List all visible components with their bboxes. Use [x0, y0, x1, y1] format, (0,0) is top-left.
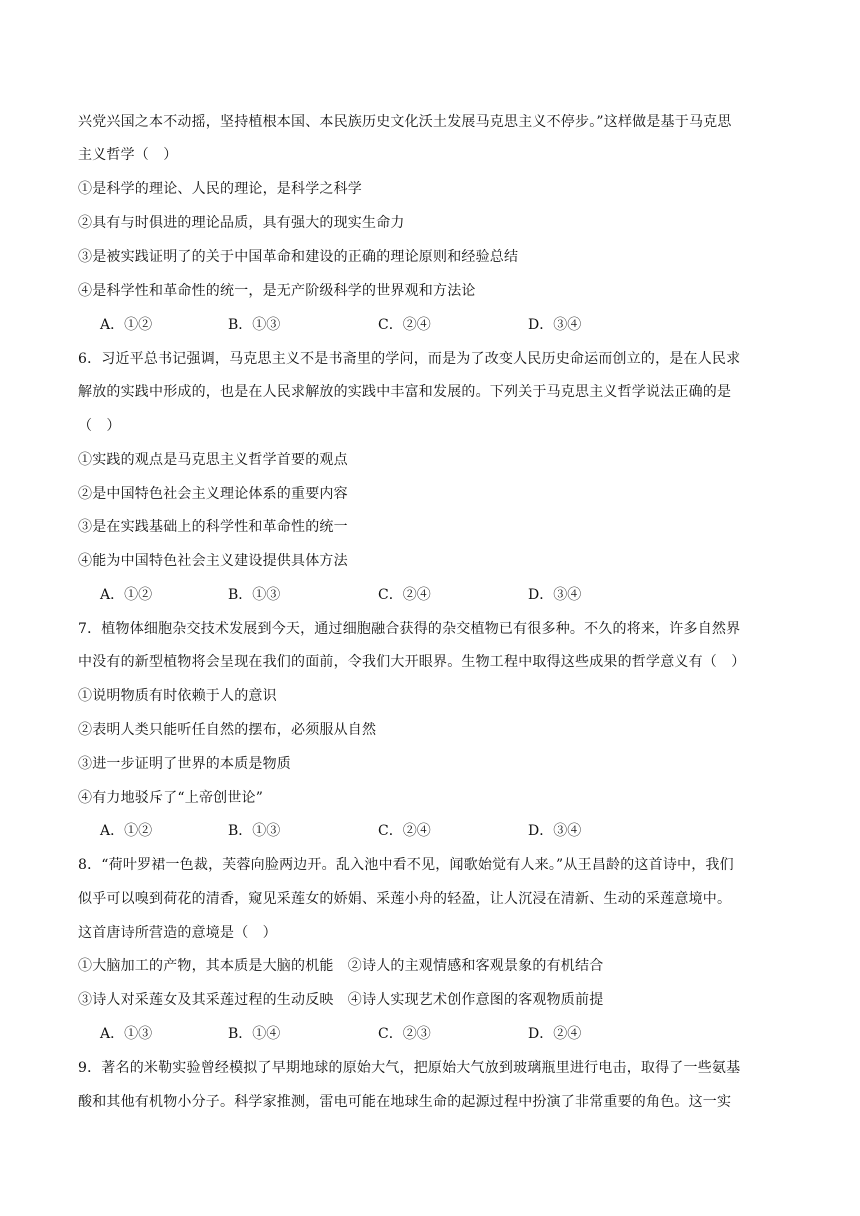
q7-statement-3: ③进一步证明了世界的本质是物质	[78, 756, 291, 772]
q8-stem-line-1: 8．“荷叶罗裙一色裁，芙蓉向脸两边开。乱入池中看不见，闻歌始觉有人来。”从王昌龄的这首诗中，我们	[78, 857, 734, 873]
q6-option-a: A．①②	[100, 587, 153, 603]
q5-statement-1: ①是科学的理论、人民的理论，是科学之科学	[78, 181, 362, 197]
q8-statements-3-4: ③诗人对采莲女及其采莲过程的生动反映 ④诗人实现艺术创作意图的客观物质前提	[78, 992, 604, 1008]
q7-statement-2: ②表明人类只能听任自然的摆布，必须服从自然	[78, 722, 377, 738]
q9-stem-line-1: 9．著名的米勒实验曾经模拟了早期地球的原始大气，把原始大气放到玻璃瓶里进行电击，取得了一些氨基	[78, 1060, 741, 1076]
q8-option-b: B．①④	[228, 1026, 281, 1042]
q5-option-c: C．②④	[378, 317, 431, 333]
q5-stem-line-1: 兴党兴国之本不动摇，坚持植根本国、本民族历史文化沃土发展马克思主义不停步。”这样做是基于马克思	[78, 114, 732, 130]
q6-stem-line-2: 解放的实践中形成的，也是在人民求解放的实践中丰富和发展的。下列关于马克思主义哲学说法正确的是	[78, 384, 732, 400]
q6-statement-1: ①实践的观点是马克思主义哲学首要的观点	[78, 452, 348, 468]
q5-statement-4: ④是科学性和革命性的统一，是无产阶级科学的世界观和方法论	[78, 283, 476, 299]
q6-option-d: D．③④	[528, 587, 582, 603]
q7-option-a: A．①②	[100, 823, 153, 839]
q5-option-d: D．③④	[528, 317, 582, 333]
q8-option-a: A．①③	[100, 1026, 153, 1042]
q7-stem-line-2: 中没有的新型植物将会呈现在我们的面前，令我们大开眼界。生物工程中取得这些成果的哲学意义有（ ）	[78, 654, 746, 670]
q7-statement-1: ①说明物质有时依赖于人的意识	[78, 688, 277, 704]
q7-option-c: C．②④	[378, 823, 431, 839]
q5-option-a: A．①②	[100, 317, 153, 333]
q6-statement-2: ②是中国特色社会主义理论体系的重要内容	[78, 486, 348, 502]
q6-statement-3: ③是在实践基础上的科学性和革命性的统一	[78, 519, 348, 535]
q6-option-b: B．①③	[228, 587, 281, 603]
q5-stem-line-2: 主义哲学（ ）	[78, 147, 178, 163]
q7-option-b: B．①③	[228, 823, 281, 839]
q7-stem-line-1: 7．植物体细胞杂交技术发展到今天，通过细胞融合获得的杂交植物已有很多种。不久的将来，许多自然界	[78, 621, 741, 637]
q7-option-d: D．③④	[528, 823, 582, 839]
q9-stem-line-2: 酸和其他有机物小分子。科学家推测，雷电可能在地球生命的起源过程中扮演了非常重要的角色。这一实	[78, 1094, 732, 1110]
q6-option-c: C．②④	[378, 587, 431, 603]
q5-statement-2: ②具有与时俱进的理论品质，具有强大的现实生命力	[78, 215, 405, 231]
q5-option-b: B．①③	[228, 317, 281, 333]
q8-statements-1-2: ①大脑加工的产物，其本质是大脑的机能 ②诗人的主观情感和客观景象的有机结合	[78, 958, 604, 974]
q6-stem-line-3: （ ）	[78, 418, 121, 434]
q7-statement-4: ④有力地驳斥了“上帝创世论”	[78, 790, 264, 806]
q6-statement-4: ④能为中国特色社会主义建设提供具体方法	[78, 553, 348, 569]
q8-stem-line-3: 这首唐诗所营造的意境是（ ）	[78, 925, 277, 941]
q8-stem-line-2: 似乎可以嗅到荷花的清香，窥见采莲女的娇娟、采莲小舟的轻盈，让人沉浸在清新、生动的采莲意境中。	[78, 891, 732, 907]
q6-stem-line-1: 6．习近平总书记强调，马克思主义不是书斋里的学问，而是为了改变人民历史命运而创立的，是在人民求	[78, 351, 741, 367]
q8-option-c: C．②③	[378, 1026, 431, 1042]
q8-option-d: D．②④	[528, 1026, 582, 1042]
q5-statement-3: ③是被实践证明了的关于中国革命和建设的正确的理论原则和经验总结	[78, 249, 519, 265]
